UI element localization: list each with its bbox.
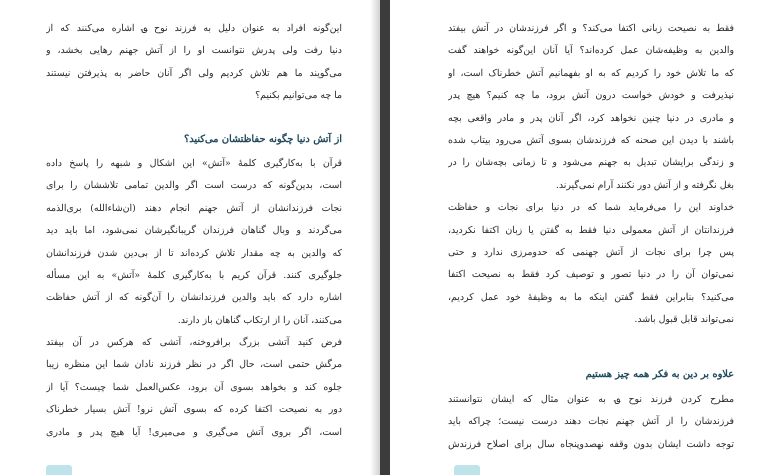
text-line: نپذیرفت و خودش خواست درون آتش برود، ما چه کنیم؟ هیچ پدر xyxy=(448,90,734,102)
text-line: است، اگر بروی آتش می‌گیری و می‌میری! آیا هیچ پدر و مادری xyxy=(46,426,342,438)
text-line: بغل نگرفته و از آتش دور نکنند آرام نمی‌گیرند. xyxy=(555,179,734,191)
text-line: می‌گویند ما هم تلاش کردیم ولی اگر آنان حاضر به پذیرفتن نیستند xyxy=(46,67,342,79)
text-line: قرآن با به‌کارگیری کلمهٔ «آتش» این اشکال و شبهه را پاسخ داده xyxy=(46,157,342,169)
text-line: است، بدین‌گونه که درست است اگر والدین تمامی تلاششان را برای xyxy=(46,180,342,192)
right-text-column xyxy=(448,18,734,456)
text-line: که والدین به چه مقدار تلاش کرده‌اند تا از بی‌دین شدن فرزندانشان xyxy=(46,247,342,259)
gutter-shadow xyxy=(370,0,380,475)
text-line: اشاره دارد که باید والدین فرزندانشان را آن‌گونه که از آتش حفاظت xyxy=(46,292,342,304)
right-page xyxy=(390,0,768,475)
left-text-column xyxy=(46,18,342,444)
text-line: نمی‌توان آن را در دنیا تصور و توصیف کرد فقط به نصیحت اکتفا xyxy=(448,269,734,281)
text-line: خداوند این را می‌فرماید شما که در دنیا برای نجات و حفاظت xyxy=(448,202,734,214)
text-line: این‌گونه افراد به عنوان دلیل به فرزند نوح ؈ اشاره می‌کنند که از xyxy=(46,23,342,34)
text-line: می‌کنید؟ بنابراین فقط گفتن اینکه ما به وظیفهٔ خود عمل کردیم، xyxy=(448,291,734,303)
right-section-heading: علاوه بر دین به فکر همه چیز هستیم xyxy=(585,369,734,381)
section-gap xyxy=(46,108,342,129)
text-line: ما چه می‌توانیم بکنیم؟ xyxy=(255,90,342,102)
text-line: مطرح کردن فرزند نوح ؈ به عنوان مثال که ایشان نتوانستند xyxy=(448,393,734,405)
book-gutter xyxy=(380,0,390,475)
right-paragraph-1 xyxy=(448,18,734,197)
text-line: فرزندشان را از آتش جهنم نجات دهند درست نیست؛ چراکه باید xyxy=(448,416,734,428)
text-line: والدین به وظیفه‌شان عمل کرده‌اند؟ آیا آنان این‌گونه خواهند گفت xyxy=(448,45,734,57)
text-line: و مادری در دنیا چنین نخواهد کرد، اگر آنان پدر و مادر واقعی بچه xyxy=(448,112,734,124)
left-section-heading: از آتش دنیا چگونه حفاظتشان می‌کنید؟ xyxy=(184,133,342,145)
text-line: جلوه کند و بخواهد بسوی آن برود، عکس‌العمل شما چیست؟ آیا از xyxy=(46,381,342,393)
text-line: توجه داشت ایشان بدون وقفه نهصدوپنجاه سال برای اصلاح فرزندش xyxy=(448,438,734,450)
text-line: نمی‌تواند قابل قبول باشد. xyxy=(634,314,734,326)
left-paragraph-1 xyxy=(46,18,342,108)
text-line: که ما تلاش خود را کردیم که به او بفهمانیم آتش خطرناک است، او xyxy=(448,67,734,79)
text-line: دور به نصیحت اکتفا کرده که بسوی آتش نرو! آتش بسیار خطرناک xyxy=(46,404,342,416)
text-line: فقط به نصیحت زبانی اکتفا می‌کند؟ و اگر فرزندشان در آتش بیفتد xyxy=(448,23,734,34)
text-line: نجات فرزندانشان از آتش جهنم انجام دهند (ان‌شاءالله) بری‌الذمه xyxy=(46,202,342,214)
right-paragraph-3 xyxy=(448,389,734,456)
page-footer-tab xyxy=(454,465,480,475)
right-paragraph-2 xyxy=(448,197,734,331)
left-paragraph-2 xyxy=(46,153,342,332)
left-page xyxy=(0,0,380,475)
page-footer-tab xyxy=(46,465,72,475)
text-line: و زندگی برایشان تبدیل به جهنم می‌شود و تا زمانی بچه‌شان را در xyxy=(448,157,734,169)
text-line: جلوگیری کنند. قرآن کریم با به‌کارگیری کلمهٔ «آتش» به این مسأله xyxy=(46,269,342,281)
text-line: فرض کنید آتشی بزرگ برافروخته، آتشی که هرکس در آن بیفتد xyxy=(46,337,342,349)
text-line: می‌کنند، آنان را از ارتکاب گناهان باز دارند. xyxy=(177,314,342,326)
text-line: پس چرا برای نجات از آتش جهنمی که حدومرزی ندارد و حتی xyxy=(448,246,734,258)
text-line: فرزندانتان از آتش معمولی دنیا فقط به گفتن یا زبان اکتفا نکردید، xyxy=(448,224,734,236)
text-line: مرگش حتمی است، حال اگر در نظر فرزند نادان شما این منظره زیبا xyxy=(46,359,342,371)
section-gap xyxy=(448,331,734,364)
left-paragraph-3 xyxy=(46,332,342,444)
text-line: باشند با دیدن این صحنه که فرزندشان بسوی آتش می‌رود بیتاب شده xyxy=(448,134,734,146)
text-line: دنیا رفت ولی پدرش نتوانست او را از آتش جهنم رهایی بخشد، و xyxy=(46,45,342,57)
text-line: می‌گردند و وبال گناهان فرزندان گریبانگیرشان نمی‌شود، اما باید دید xyxy=(46,225,342,237)
